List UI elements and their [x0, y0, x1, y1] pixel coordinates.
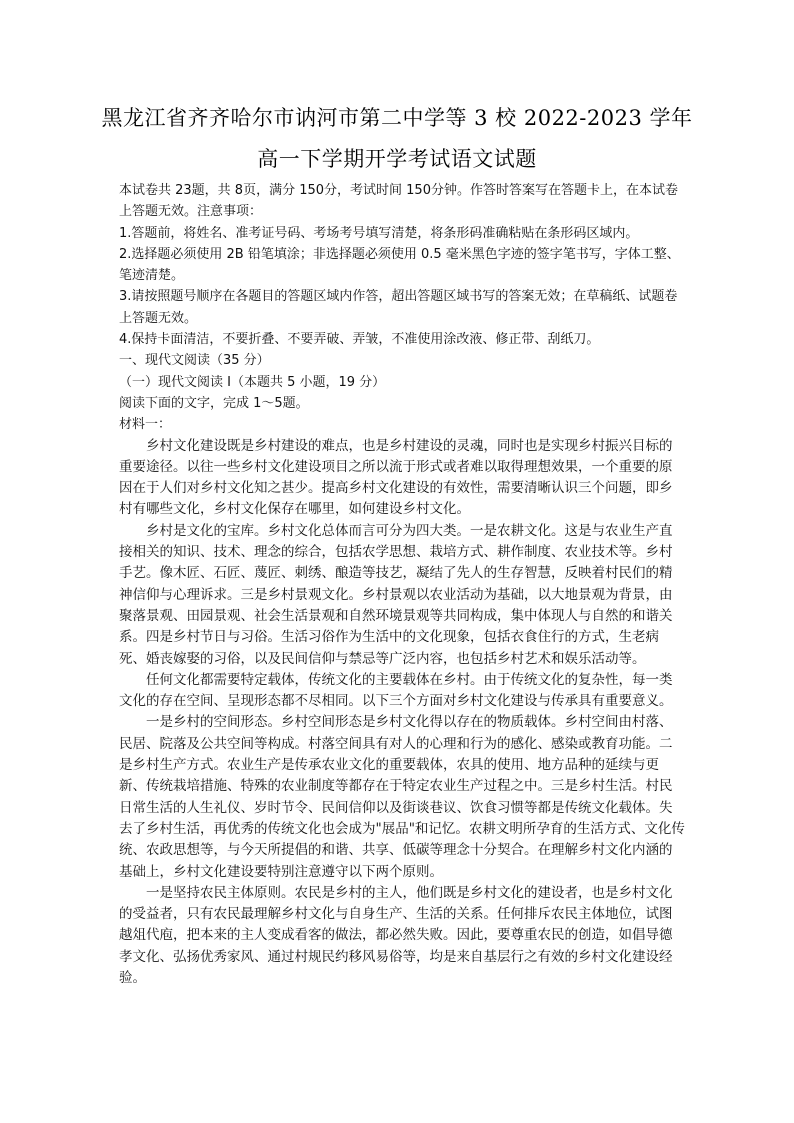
passage-paragraph: 乡村是文化的宝库。乡村文化总体而言可分为四大类。一是农耕文化。这是与农业生产直接相关的知识、技术、理念的综合，包括农学思想、栽培方式、耕作制度、农业技术等。乡村手艺。像木匠、石匠、蔑匠、刺绣、酿造等技艺，凝结了先人的生存智慧，反映着村民们的精神信仰与心理诉求。三是乡村景观文化。乡村景观以农业活动为基础，以大地景观为背景，由聚落景观、田园景观、社会生活景观和自然环境景观等共同构成，集中体现人与自然的和谐关系。四是乡村节日与习俗。生活习俗作为生活中的文化现象，包括衣食住行的方式，生老病死、婚丧嫁娶的习俗，以及民间信仰与禁忌等广泛内容，也包括乡村艺术和娱乐活动等。 — [119, 522, 673, 667]
subsection-heading: （一）现代文阅读 I（本题共 5 小题，19 分） — [119, 374, 386, 390]
exam-note-4: 4.保持卡面清洁，不要折叠、不要弄破、弄皱，不准使用涂改液、修正带、刮纸刀。 — [119, 332, 600, 348]
material-label: 材料一： — [119, 417, 172, 433]
passage-paragraph: 一是乡村的空间形态。乡村空间形态是乡村文化得以存在的物质载体。乡村空间由村落、民居、院落及公共空间等构成。村落空间具有对人的心理和行为的感化、感染或教育功能。二是乡村生产方式。农业生产是传承农业文化的重要载体，农具的使用、地方品种的延续与更新、传统栽培措施、特殊的农业制度等都存在于特定农业生产过程之中。三是乡村生活。村民日常生活的人生礼仪、岁时节令、民间信仰以及街谈巷议、饮食习惯等都是传统文化载体。失去了乡村生活，再优秀的传统文化也会成为"展品"和记忆。农耕文明所孕育的生活方式、文化传统、农政思想等，与今天所提倡的和谐、共享、低碳等理念十分契合。在理解乡村文化内涵的基础上，乡村文化建设要特别注意遵守以下两个原则。 — [119, 714, 685, 880]
reading-instruction: 阅读下面的文字，完成 1～5题。 — [119, 395, 309, 411]
exam-note-1: 1.答题前，将姓名、准考证号码、考场考号填写清楚，将条形码准确粘贴在条形码区域内。 — [119, 225, 639, 241]
passage-paragraph: 一是坚持农民主体原则。农民是乡村的主人，他们既是乡村文化的建设者，也是乡村文化的受益者，只有农民最理解乡村文化与自身生产、生活的关系。任何排斥农民主体地位，试图越俎代庖，把本来的主人变成看客的做法，都必然失败。因此，要尊重农民的创造，如倡导德孝文化、弘扬优秀家风、通过村规民约移风易俗等，均是来自基层行之有效的乡村文化建设经验。 — [119, 884, 673, 986]
exam-title-line-2: 高一下学期开学考试语文试题 — [257, 147, 537, 171]
section-heading: 一、现代文阅读（35 分） — [119, 353, 270, 369]
exam-notes-intro: 本试卷共 23题，共 8页，满分 150分，考试时间 150分钟。作答时答案写在答题卡上，在本试卷上答题无效。注意事项： — [119, 183, 678, 220]
exam-title-line-1: 黑龙江省齐齐哈尔市讷河市第二中学等 3 校 2022-2023 学年 — [101, 106, 693, 130]
exam-body — [119, 180, 685, 989]
exam-note-3: 3.请按照题号顺序在各题目的答题区域内作答，超出答题区域书写的答案无效；在草稿纸、试题卷上答题无效。 — [119, 289, 678, 326]
passage-paragraph: 乡村文化建设既是乡村建设的难点，也是乡村建设的灵魂，同时也是实现乡村振兴目标的重要途径。以往一些乡村文化建设项目之所以流于形式或者难以取得理想效果，一个重要的原因在于人们对乡村文化知之甚少。提高乡村文化建设的有效性，需要清晰认识三个问题，即乡村有哪些文化，乡村文化保存在哪里，如何建设乡村文化。 — [119, 437, 673, 518]
passage-paragraph: 任何文化都需要特定载体，传统文化的主要载体在乡村。由于传统文化的复杂性，每一类文化的存在空间、呈现形态都不尽相同。以下三个方面对乡村文化建设与传承具有重要意义。 — [119, 671, 673, 710]
exam-note-2: 2.选择题必须使用 2B 铅笔填涂；非选择题必须使用 0.5 毫米黑色字迹的签字笔书写，字体工整、笔迹清楚。 — [119, 246, 680, 284]
